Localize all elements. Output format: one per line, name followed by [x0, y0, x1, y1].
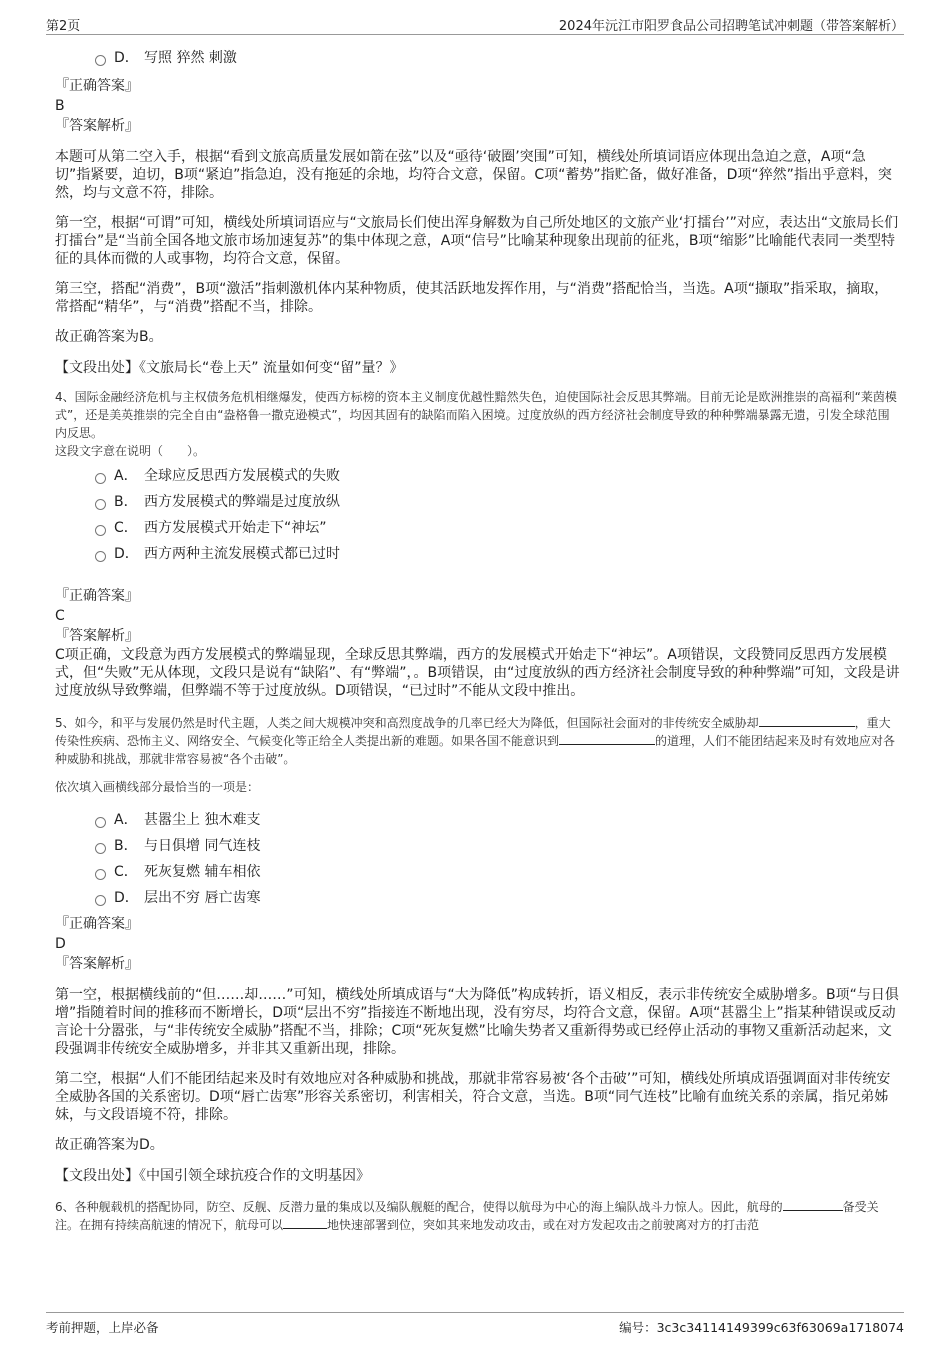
analysis-paragraph: 第一空，根据“可谓”可知，横线处所填词语应与“文旅局长们使出浑身解数为自己所处地区的文旅产业‘打擂台’”对应，表达出“文旅局长们打擂台”是“当前全国各地文旅市场加速复苏”的集中体现之意，A项“信号”比喻某种现象出现前的征兆，B项“缩影”比喻能代表同一类型特征的具体而微的人或事物，均符合文意，保留。 — [55, 215, 899, 267]
q5-option-d[interactable]: D． 层出不穷 唇亡齿寒 — [55, 884, 900, 910]
blank-line — [759, 714, 855, 727]
q5-option-a[interactable]: A． 甚嚣尘上 独木难支 — [55, 806, 900, 832]
document-title: 2024年沅江市阳罗食品公司招聘笔试冲刺题（带答案解析） — [558, 19, 904, 34]
question-stem: 6、各种舰载机的搭配协同，防空、反舰、反潜力量的集成以及编队舰艇的配合，使得以航母为中心的海上编队战斗力惊人。因此，航母的 备受关注。在拥有持续高航速的情况下，航母可以 地快速部署到位，突如其来地发动攻击，或在对方发起攻击之前驶离对方的打击范 — [55, 1200, 879, 1232]
conclusion: 故正确答案为D。 — [55, 1137, 164, 1153]
question-prompt: 这段文字意在说明（ ）。 — [55, 444, 206, 458]
radio-icon[interactable] — [95, 869, 106, 880]
page-number: 第2页 — [46, 19, 81, 34]
analysis-label: 『答案解析』 — [55, 118, 139, 134]
analysis-paragraph: C项正确，文段意为西方发展模式的弊端显现，全球反思其弊端，西方的发展模式开始走下“神坛”。A项错误，文段赞同反思西方发展模式，但“失败”无从体现，文段只是说有“缺陷”、有“弊端”，。B项错误，由“过度放纵的西方经济社会制度导致的种种弊端”可知，文段是讲过度放纵导致弊端，但弊端不等于过度放纵。D项错误，“已过时”不能从文段中推出。 — [55, 647, 900, 699]
q4-option-b[interactable]: B． 西方发展模式的弊端是过度放纵 — [55, 488, 900, 514]
answer-value: D — [55, 936, 66, 952]
page-header — [46, 12, 904, 35]
analysis-paragraph: 第一空，根据横线前的“但……却……”可知，横线处所填成语与“大为降低”构成转折，语义相反，表示非传统安全威胁增多。B项“与日俱增”指随着时间的推移而不断增长，D项“层出不穷”指接连不断地出现，没有穷尽，均符合文意，保留。A项“甚嚣尘上”指某种错误或反动言论十分嚣张，与“非传统安全威胁”搭配不当，排除；C项“死灰复燃”比喻失势者又重新得势或已经停止活动的事物又重新活动起来，文段强调非传统安全威胁增多，并非其又重新出现，排除。 — [55, 987, 899, 1057]
document-code: 编号：3c3c34114149399c63f63069a1718074 — [619, 1320, 904, 1335]
analysis-paragraph: 第二空，根据“人们不能团结起来及时有效地应对各种威胁和挑战，那就非常容易被‘各个击破’”可知，横线处所填成语强调面对非传统安全威胁各国的关系密切。D项“唇亡齿寒”形容关系密切，利害相关，符合文意，当选。B项“同气连枝”比喻有血统关系的亲属，指兄弟姊妹，与文段语境不符，排除。 — [55, 1071, 891, 1123]
answer-value: C — [55, 608, 65, 624]
q5-option-b[interactable]: B． 与日俱增 同气连枝 — [55, 832, 900, 858]
radio-icon[interactable] — [95, 551, 106, 562]
radio-icon[interactable] — [95, 499, 106, 510]
q4-option-d[interactable]: D． 西方两种主流发展模式都已过时 — [55, 540, 900, 566]
blank-line — [559, 732, 655, 745]
radio-icon[interactable] — [95, 55, 106, 66]
answer-label: 『正确答案』 — [55, 78, 139, 94]
q4-options — [55, 462, 900, 566]
q4-option-c[interactable]: C． 西方发展模式开始走下“神坛” — [55, 514, 900, 540]
radio-icon[interactable] — [95, 817, 106, 828]
answer-label: 『正确答案』 — [55, 916, 139, 932]
question-stem: 5、如今，和平与发展仍然是时代主题，人类之间大规模冲突和高烈度战争的几率已经大为降低，但国际社会面对的非传统安全威胁却 ，重大传染性疾病、恐怖主义、网络安全、气候变化等正给全人类提出新的难题。如果各国不能意识到 的道理，人们不能团结起来及时有效地应对各种威胁和挑战，那就非常容易被“各个击破”。 — [55, 716, 896, 766]
q5-option-c[interactable]: C． 死灰复燃 辅车相依 — [55, 858, 900, 884]
radio-icon[interactable] — [95, 525, 106, 536]
q5-options — [55, 806, 900, 910]
q4-option-a[interactable]: A． 全球应反思西方发展模式的失败 — [55, 462, 900, 488]
document-body — [55, 44, 900, 1234]
blank-line — [783, 1198, 843, 1211]
page-footer — [46, 1312, 904, 1333]
answer-label: 『正确答案』 — [55, 588, 139, 604]
analysis-paragraph: 本题可从第二空入手，根据“看到文旅高质量发展如箭在弦”以及“亟待‘破圈’突围”可知，横线处所填词语应体现出急迫之意，A项“急切”指紧要，迫切，B项“紧迫”指急迫，没有拖延的余地，均符合文意，保留。C项“蓄势”指贮备，做好准备，D项“猝然”指出乎意料，突然，均与文意不符，排除。 — [55, 149, 892, 201]
analysis-label: 『答案解析』 — [55, 628, 139, 644]
conclusion: 故正确答案为B。 — [55, 329, 163, 345]
q3-option-d[interactable]: D． 写照 猝然 刺激 — [55, 44, 900, 70]
analysis-paragraph: 第三空，搭配“消费”，B项“激活”指刺激机体内某种物质，使其活跃地发挥作用，与“消费”搭配恰当，当选。A项“撷取”指采取，摘取，常搭配“精华”，与“消费”搭配不当，排除。 — [55, 281, 889, 315]
footer-slogan: 考前押题，上岸必备 — [46, 1320, 159, 1335]
source-line: 【文段出处】《文旅局长“卷上天” 流量如何变“留”量？》 — [55, 360, 404, 376]
answer-value: B — [55, 98, 65, 114]
question-prompt: 依次填入画横线部分最恰当的一项是： — [55, 780, 260, 794]
radio-icon[interactable] — [95, 843, 106, 854]
analysis-label: 『答案解析』 — [55, 956, 139, 972]
source-line: 【文段出处】《中国引领全球抗疫合作的文明基因》 — [55, 1168, 370, 1184]
radio-icon[interactable] — [95, 473, 106, 484]
radio-icon[interactable] — [95, 895, 106, 906]
question-stem: 4、国际金融经济危机与主权债务危机相继爆发，使西方标榜的资本主义制度优越性黯然失色，迫使国际社会反思其弊端。目前无论是欧洲推崇的高福利“莱茵模式”，还是美英推崇的完全自由“盎格鲁一撒克逊模式”，均因其固有的缺陷而陷入困境。过度放纵的西方经济社会制度导致的种种弊端暴露无遗，引发全球范围内反思。 — [55, 390, 897, 440]
blank-line — [283, 1216, 327, 1229]
